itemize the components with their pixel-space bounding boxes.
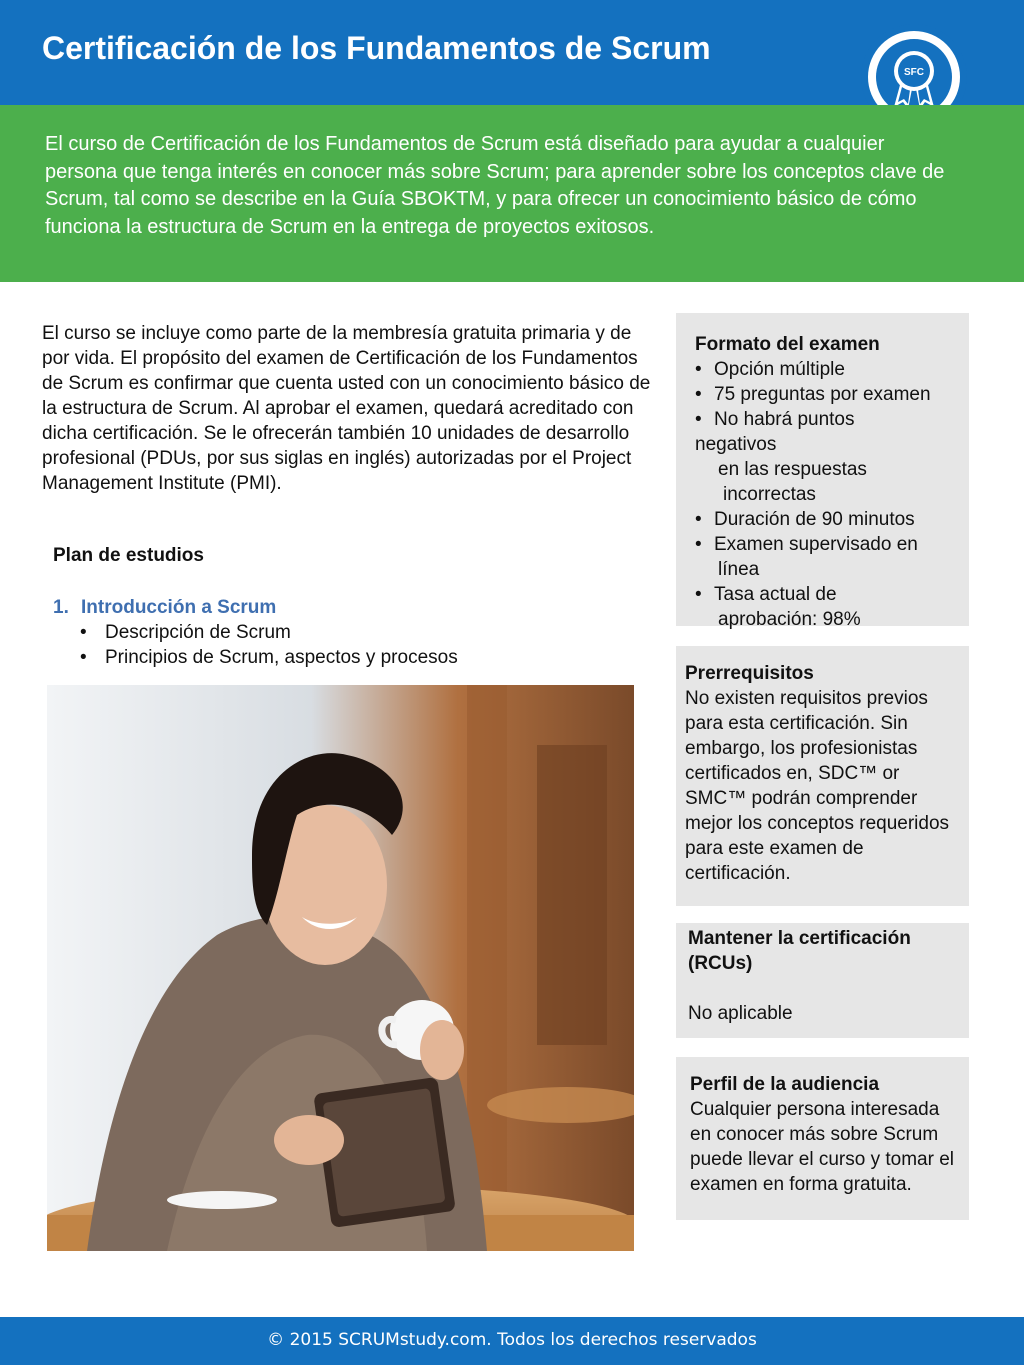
audience-title: Perfil de la audiencia [690,1074,880,1095]
audience-text: Cualquier persona interesada en conocer más sobre Scrum puede llevar el curso y tomar el examen en forma gratuita. [690,1099,955,1195]
maintain-text: No aplicable [688,1003,793,1024]
course-description: El curso se incluye como parte de la membresía gratuita primaria y de por vida. El propósito del examen de Certificación de los Fundamentos de Scrum es confirmar que cuenta usted con un conocimiento básico de la estructura de Scrum. Al aprobar el examen, quedará acreditado con dicha certificación. Se le ofrecerán también 10 unidades de desarrollo profesional (PDUs, por sus siglas en inglés) autorizadas por el Project Management Institute (PMI). [42,323,651,494]
exam-format-item-cont: aprobación: 98% [718,609,861,630]
exam-format-item: • Opción múltiple [695,357,965,382]
prerequisites-box [676,646,969,906]
prerequisites-title: Prerrequisitos [685,663,814,684]
copyright-text: © 2015 SCRUMstudy.com. Todos los derechos reservados [267,1330,757,1350]
exam-format-item-cont: en las respuestas [718,459,867,480]
exam-format-item: • 75 preguntas por examen [695,382,965,407]
intro-text: El curso de Certificación de los Fundamentos de Scrum está diseñado para ayudar a cualquier persona que tenga interés en conocer más sobre Scrum; para aprender sobre los conceptos clave de Scrum, tal como se describe en la Guía SBOKTM, y para ofrecer un conocimiento básico de cómo funciona la estructura de Scrum en la entrega de proyectos exitosos. [45,133,945,238]
exam-format-item-cont: negativos [695,434,777,455]
prerequisites-text: No existen requisitos previos para esta certificación. Sin embargo, los profesionistas certificados en, SDC™ or SMC™ podrán comprender mejor los conceptos requeridos para este examen de certificación. [685,688,950,884]
plan-title: Plan de estudios [53,545,204,566]
maintain-certification-box [676,923,969,1038]
exam-format-box [676,313,969,630]
plan-item-label: Introducción a Scrum [81,597,277,618]
plan-list [53,595,613,670]
page-title: Certificación de los Fundamentos de Scrum [42,30,711,66]
intro-banner [0,105,1024,282]
exam-format-item: • Tasa actual de [695,582,965,607]
audience-box [676,1057,969,1220]
footer-bar [0,1317,1024,1365]
exam-format-item-cont: incorrectas [723,484,816,505]
exam-format-item: • Examen supervisado en [695,532,965,557]
exam-format-title: Formato del examen [695,334,880,355]
badge-text: SFC [904,67,924,78]
maintain-title: Mantener la certificación (RCUs) [688,928,911,974]
exam-format-item-cont: línea [718,559,760,580]
plan-sub-item: • Principios de Scrum, aspectos y procesos [53,645,613,670]
plan-item-number: 1. [53,597,69,618]
plan-sub-item: • Descripción de Scrum [53,620,613,645]
exam-format-item: • No habrá puntos [695,407,965,432]
woman-with-tablet-photo [47,685,634,1251]
exam-format-item: • Duración de 90 minutos [695,507,965,532]
plan-item-intro [53,595,613,620]
